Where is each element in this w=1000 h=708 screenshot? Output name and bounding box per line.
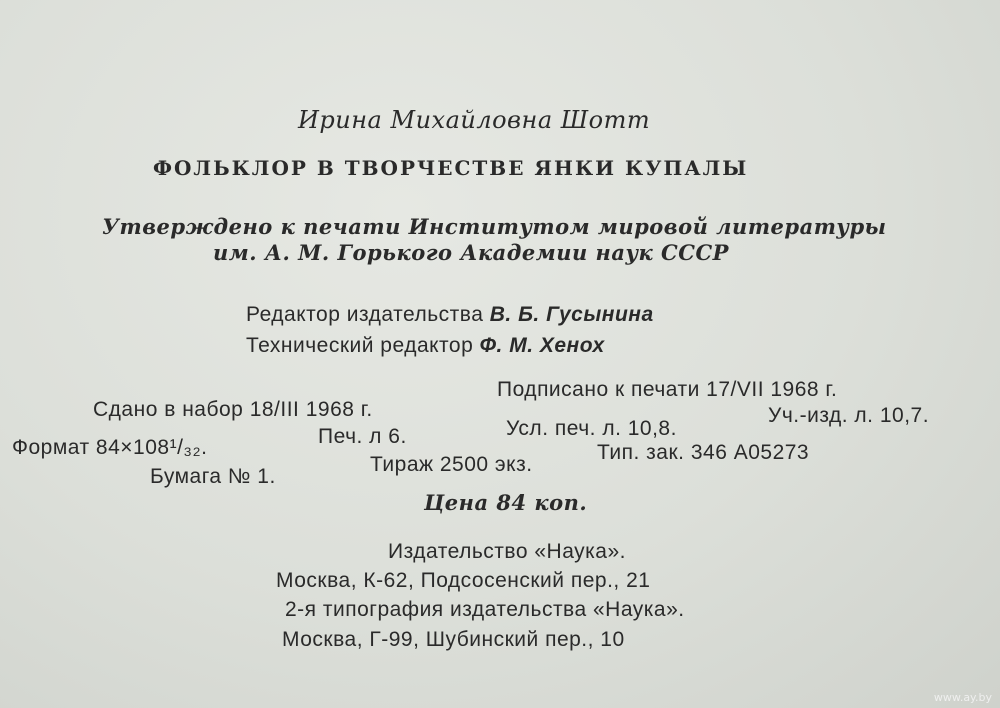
order-number: Тип. зак. 346 А05273 xyxy=(597,441,810,464)
format: Формат 84×108¹/₃₂. xyxy=(12,436,208,459)
conventional-sheets: Усл. печ. л. 10,8. xyxy=(506,417,677,440)
approval-line-2: им. А. М. Горького Академии наук СССР xyxy=(213,240,729,265)
book-title: ФОЛЬКЛОР В ТВОРЧЕСТВЕ ЯНКИ КУПАЛЫ xyxy=(153,156,749,180)
publishing-editor xyxy=(246,303,654,327)
price: Цена 84 коп. xyxy=(424,490,588,515)
watermark: www.ay.by xyxy=(933,691,992,704)
paper: Бумага № 1. xyxy=(150,465,276,488)
publishing-sheets: Уч.-изд. л. 10,7. xyxy=(768,404,930,427)
signed-for-print: Подписано к печати 17/VII 1968 г. xyxy=(497,378,838,401)
printer-name: 2-я типография издательства «Наука». xyxy=(285,598,685,621)
publisher-name: Издательство «Наука». xyxy=(388,540,626,563)
technical-editor xyxy=(246,334,605,358)
printer-address: Москва, Г-99, Шубинский пер., 10 xyxy=(282,628,625,651)
approval-line-1: Утверждено к печати Институтом мировой литературы xyxy=(102,214,887,239)
sent-to-typesetting: Сдано в набор 18/III 1968 г. xyxy=(93,398,373,421)
publisher-address: Москва, К-62, Подсосенский пер., 21 xyxy=(276,569,651,592)
publishing-editor-name: В. Б. Гусынина xyxy=(489,303,654,326)
printed-sheets: Печ. л 6. xyxy=(318,425,407,448)
technical-editor-name: Ф. М. Хенох xyxy=(479,334,605,357)
publishing-editor-label: Редактор издательства xyxy=(246,303,484,326)
author-name: Ирина Михайловна Шотт xyxy=(298,106,651,134)
technical-editor-label: Технический редактор xyxy=(246,334,474,357)
print-run: Тираж 2500 экз. xyxy=(370,453,533,476)
